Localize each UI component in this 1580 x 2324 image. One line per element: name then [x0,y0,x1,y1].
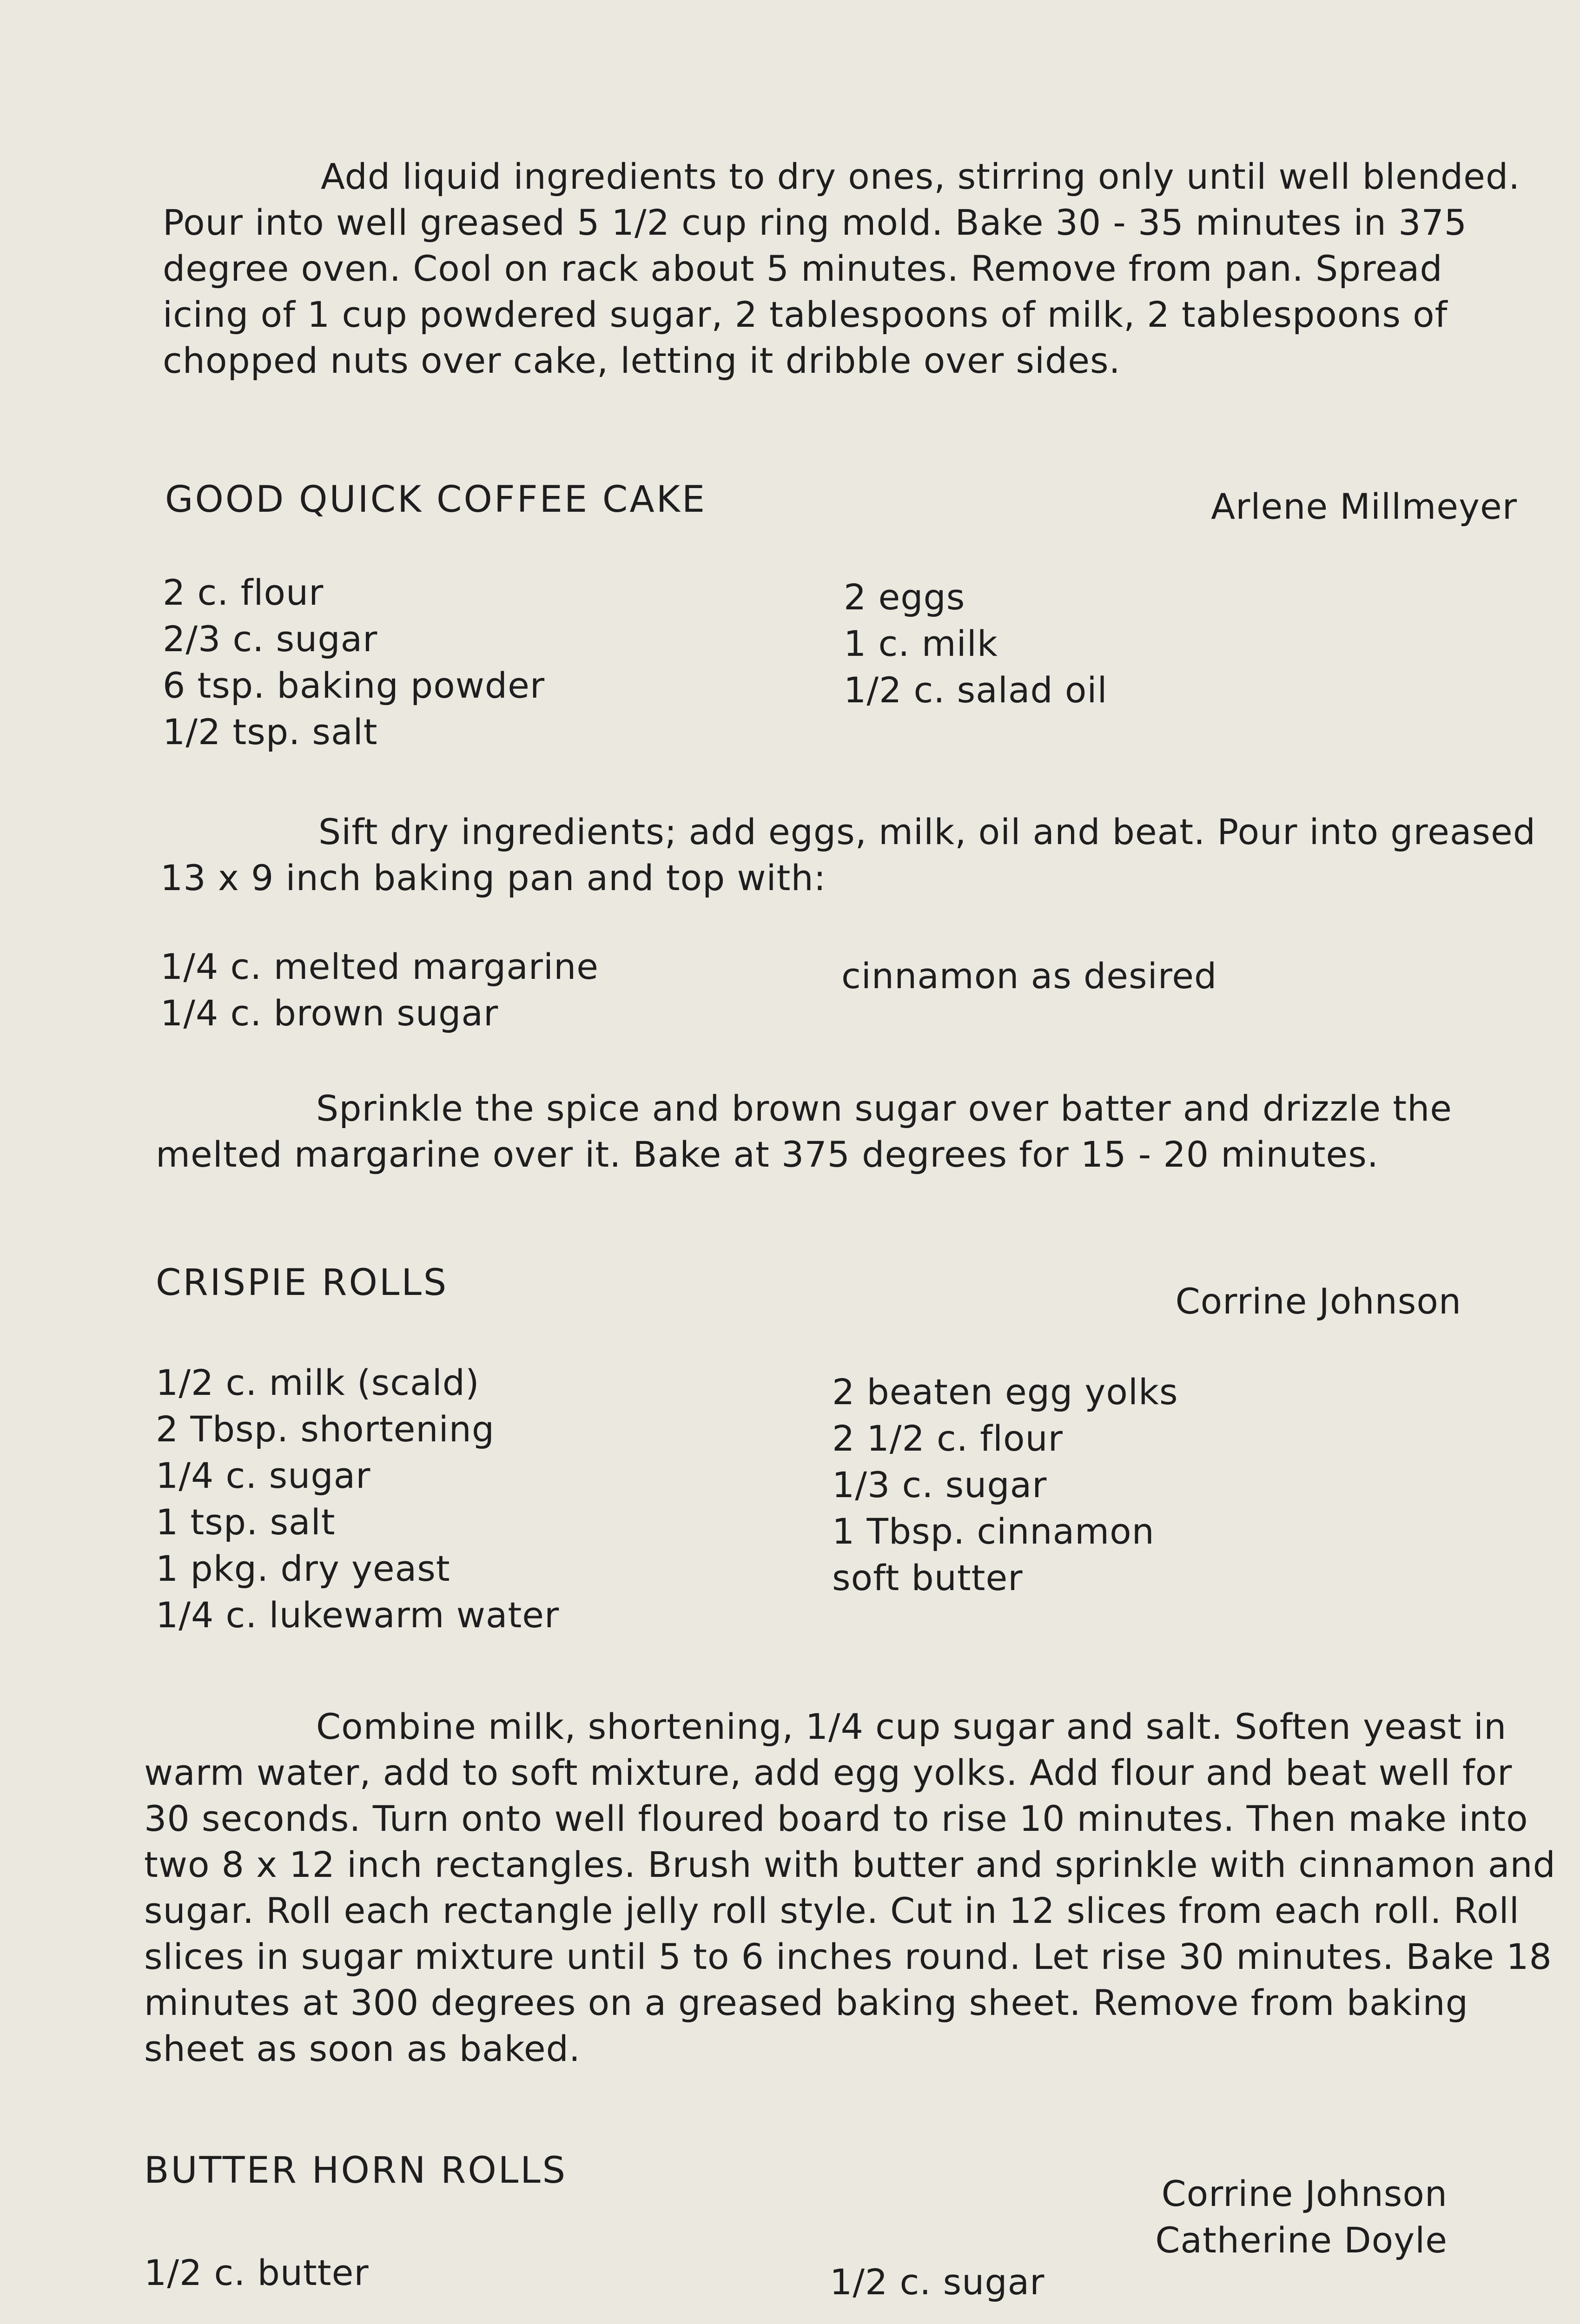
instructions-crispie-rolls: Combine milk, shortening, 1/4 cup sugar and salt. Soften yeast in warm water, add to soft mixture, add egg yolks. Add flour and beat well for 30 seconds. Turn onto well floured board to rise 10 minutes. Then make into two 8 x 12 inch rectangles. Brush with butter and sprinkle with cinnamon and sugar. Roll each rectangle jelly roll style. Cut in 12 slices from each roll. Roll slices in sugar mixture until 5 to 6 inches round. Let rise 30 minutes. Bake 18 minutes at 300 degrees on a greased baking sheet. Remove from baking sheet as soon as baked. [144,1706,1556,2069]
ingredient: 1 pkg. dry yeast [156,1548,450,1589]
topping-left-coffee-cake [160,944,599,1037]
instructions-coffee-cake-1: Sift dry ingredients; add eggs, milk, oil and beat. Pour into greased 13 x 9 inch baking pan and top with: [160,811,1536,898]
ingredient: 2/3 c. sugar [163,618,378,660]
recipe-title-coffee-cake: GOOD QUICK COFFEE CAKE [165,479,707,521]
recipe-author-butter-horn-rolls [1155,2171,1448,2264]
recipe-title-crispie-rolls: CRISPIE ROLLS [156,1262,449,1304]
recipe-author-crispie-rolls: Corrine Johnson [1175,1281,1461,1322]
author-name: Corrine Johnson [1161,2173,1448,2214]
intro-paragraph: Add liquid ingredients to dry ones, stirring only until well blended. Pour into well greased 5 1/2 cup ring mold. Bake 30 - 35 minutes in 375 degree oven. Cool on rack about 5 minutes. Remove from pan. Spread icing of 1 cup powdered sugar, 2 tablespoons of milk, 2 tablespoons of chopped nuts over cake, letting it dribble over sides. [163,156,1521,381]
author-name: Catherine Doyle [1155,2219,1448,2261]
ingredient: 1 c. milk [844,623,998,664]
ingredient: soft butter [832,1557,1023,1598]
ingredient: 1/2 tsp. salt [163,711,378,753]
ingredient: 2 beaten egg yolks [832,1371,1178,1413]
ingredient: 1/2 c. salad oil [844,669,1108,711]
ingredient: 2 1/2 c. flour [832,1418,1063,1459]
ingredient: 1/2 c. milk (scald) [156,1362,480,1403]
ingredient: 1/4 c. melted margarine [160,946,599,987]
topping-right-coffee-cake [841,953,1217,999]
ingredients-left-butter-horn-rolls [144,2250,369,2296]
ingredient: 1 tsp. salt [156,1501,336,1543]
recipe-title-butter-horn-rolls: BUTTER HORN ROLLS [144,2150,568,2192]
ingredient: 2 eggs [844,576,965,618]
ingredient: 2 c. flour [163,572,324,613]
ingredients-right-butter-horn-rolls [830,2259,1045,2305]
ingredient: cinnamon as desired [841,955,1217,997]
ingredients-right-coffee-cake [844,574,1108,713]
ingredients-right-crispie-rolls [832,1369,1178,1601]
ingredient: 1 Tbsp. cinnamon [832,1511,1155,1552]
ingredient: 1/4 c. brown sugar [160,992,499,1034]
instructions-coffee-cake-2: Sprinkle the spice and brown sugar over batter and drizzle the melted margarine over it. Bake at 375 degrees for 15 - 20 minutes. [156,1088,1453,1175]
recipe-author-coffee-cake: Arlene Millmeyer [1211,486,1517,527]
ingredient: 1/3 c. sugar [832,1464,1047,1505]
ingredient: 2 Tbsp. shortening [156,1408,495,1450]
ingredient: 1/2 c. butter [144,2252,369,2293]
ingredient: 1/2 c. sugar [830,2261,1045,2303]
ingredients-left-crispie-rolls [156,1360,559,1638]
ingredient: 1/4 c. lukewarm water [156,1594,560,1636]
ingredient: 1/4 c. sugar [156,1455,371,1496]
ingredient: 6 tsp. baking powder [163,665,545,706]
ingredients-left-coffee-cake [163,569,545,755]
